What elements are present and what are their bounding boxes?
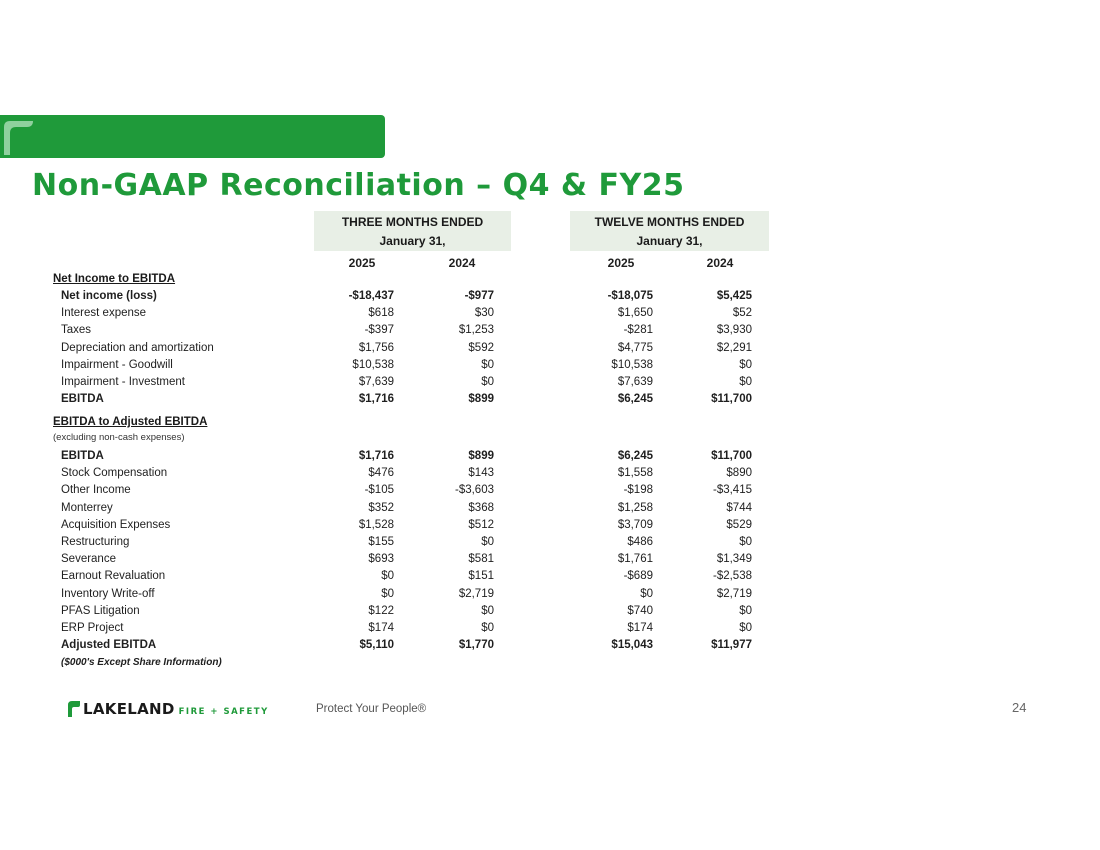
row-value-col4: $2,719 bbox=[716, 587, 752, 600]
row-value-col3: $4,775 bbox=[617, 341, 653, 354]
row-value-col1: $155 bbox=[368, 536, 394, 548]
row-value-col1: $0 bbox=[381, 570, 394, 583]
row-label: Severance bbox=[61, 553, 116, 566]
row-value-col3: $740 bbox=[627, 604, 653, 617]
row-value-col1: $0 bbox=[381, 587, 394, 600]
table-row bbox=[0, 586, 1100, 603]
row-value-col4: $529 bbox=[726, 518, 752, 531]
row-value-col4: $0 bbox=[739, 376, 752, 388]
row-value-col4: $744 bbox=[726, 501, 752, 514]
row-value-col3: $3,709 bbox=[617, 518, 653, 531]
table-row bbox=[0, 340, 1100, 357]
table-row bbox=[0, 448, 1100, 465]
row-value-col3: $1,761 bbox=[617, 553, 653, 566]
table-row bbox=[0, 391, 1100, 408]
row-value-col2: $151 bbox=[468, 570, 494, 583]
table-row bbox=[0, 288, 1100, 305]
row-value-col4: $890 bbox=[726, 467, 752, 480]
table-row bbox=[0, 620, 1100, 637]
row-label: Net income (loss) bbox=[61, 290, 157, 302]
year-header-q-2024: 2024 bbox=[448, 256, 476, 270]
table-row bbox=[0, 357, 1100, 374]
row-value-col2: $0 bbox=[481, 536, 494, 548]
row-label: EBITDA bbox=[61, 450, 104, 462]
row-value-col2: $512 bbox=[468, 518, 494, 531]
row-value-col1: -$397 bbox=[364, 324, 394, 337]
year-header-fy-2024: 2024 bbox=[706, 256, 734, 270]
row-value-col1: -$105 bbox=[364, 484, 394, 497]
row-value-col4: $1,349 bbox=[716, 553, 752, 566]
row-value-col1: -$18,437 bbox=[348, 290, 394, 302]
three-months-header-line2: January 31, bbox=[379, 234, 446, 248]
row-value-col2: $1,253 bbox=[458, 324, 494, 337]
row-value-col3: $6,245 bbox=[617, 450, 653, 462]
row-value-col3: -$198 bbox=[623, 484, 653, 497]
row-value-col2: -$977 bbox=[464, 290, 494, 302]
row-value-col3: -$18,075 bbox=[607, 290, 653, 302]
section-note: (excluding non-cash expenses) bbox=[53, 432, 185, 443]
twelve-months-header bbox=[570, 211, 769, 251]
logo-wordmark: LAKELAND bbox=[83, 700, 175, 718]
year-header-q-2025: 2025 bbox=[348, 256, 376, 270]
row-value-col4: $3,930 bbox=[716, 324, 752, 337]
row-value-col3: $486 bbox=[627, 536, 653, 548]
row-value-col4: $11,700 bbox=[711, 450, 752, 462]
three-months-header-line1: THREE MONTHS ENDED bbox=[341, 215, 484, 229]
row-value-col2: -$3,603 bbox=[454, 484, 494, 497]
row-value-col4: $11,977 bbox=[711, 639, 752, 652]
row-value-col2: $0 bbox=[481, 376, 494, 388]
logo-subtitle: FIRE + SAFETY bbox=[178, 706, 269, 717]
row-value-col1: $174 bbox=[368, 622, 394, 634]
title-accent-bar bbox=[0, 115, 385, 158]
table-row bbox=[0, 500, 1100, 517]
row-value-col4: $0 bbox=[739, 358, 752, 371]
row-value-col1: $352 bbox=[368, 501, 394, 514]
row-label: PFAS Litigation bbox=[61, 604, 140, 617]
table-row bbox=[0, 568, 1100, 585]
row-value-col4: $0 bbox=[739, 604, 752, 617]
row-label: Impairment - Goodwill bbox=[61, 358, 173, 371]
section-ebitda-to-adjusted: EBITDA to Adjusted EBITDA bbox=[53, 416, 208, 428]
tagline: Protect Your People® bbox=[316, 703, 427, 715]
row-value-col2: $1,770 bbox=[458, 639, 494, 652]
row-value-col1: $618 bbox=[368, 307, 394, 320]
row-label: Earnout Revaluation bbox=[61, 570, 166, 583]
row-value-col4: $5,425 bbox=[716, 290, 752, 302]
table-row bbox=[0, 322, 1100, 339]
row-label: Impairment - Investment bbox=[61, 376, 185, 388]
slide-title: Non-GAAP Reconciliation – Q4 & FY25 bbox=[32, 168, 685, 203]
table-row bbox=[0, 551, 1100, 568]
row-value-col2: $368 bbox=[468, 501, 494, 514]
row-value-col3: $0 bbox=[640, 587, 653, 600]
row-value-col1: $476 bbox=[368, 467, 394, 480]
table-row bbox=[0, 374, 1100, 391]
row-value-col3: $174 bbox=[627, 622, 653, 634]
row-value-col1: $1,716 bbox=[358, 393, 394, 406]
year-header-fy-2025: 2025 bbox=[607, 256, 635, 270]
row-value-col1: $1,528 bbox=[358, 518, 394, 531]
table-row bbox=[0, 637, 1100, 654]
row-value-col3: $6,245 bbox=[617, 393, 653, 406]
table-row bbox=[0, 534, 1100, 551]
row-value-col2: $592 bbox=[468, 341, 494, 354]
row-value-col3: $1,258 bbox=[617, 501, 653, 514]
row-value-col1: $10,538 bbox=[352, 358, 394, 371]
lakeland-logo bbox=[67, 699, 269, 719]
row-value-col1: $693 bbox=[368, 553, 394, 566]
row-value-col1: $122 bbox=[368, 604, 394, 617]
row-value-col4: -$3,415 bbox=[712, 484, 752, 497]
twelve-months-header-line1: TWELVE MONTHS ENDED bbox=[594, 215, 745, 229]
row-label: Restructuring bbox=[61, 536, 130, 548]
table-row bbox=[0, 603, 1100, 620]
row-value-col3: $10,538 bbox=[611, 358, 653, 371]
row-value-col4: $0 bbox=[739, 622, 752, 634]
lakeland-leaf-icon bbox=[67, 700, 81, 718]
row-value-col2: $2,719 bbox=[458, 587, 494, 600]
row-value-col3: -$281 bbox=[623, 324, 653, 337]
three-months-header bbox=[314, 211, 511, 251]
row-value-col1: $7,639 bbox=[358, 376, 394, 388]
units-footnote: ($000's Except Share Information) bbox=[61, 657, 222, 668]
row-label: Adjusted EBITDA bbox=[61, 639, 157, 652]
row-label: Stock Compensation bbox=[61, 467, 168, 480]
page-number: 24 bbox=[1012, 700, 1027, 715]
row-value-col2: $581 bbox=[468, 553, 494, 566]
row-value-col4: $11,700 bbox=[711, 393, 752, 406]
row-value-col2: $30 bbox=[474, 307, 494, 320]
section-net-income-to-ebitda: Net Income to EBITDA bbox=[53, 273, 176, 285]
row-label: EBITDA bbox=[61, 393, 104, 406]
row-value-col2: $899 bbox=[468, 450, 494, 462]
row-value-col3: $1,650 bbox=[617, 307, 653, 320]
row-label: ERP Project bbox=[61, 622, 124, 634]
row-value-col4: -$2,538 bbox=[712, 570, 752, 583]
row-value-col2: $143 bbox=[468, 467, 494, 480]
twelve-months-header-line2: January 31, bbox=[636, 234, 703, 248]
table-row bbox=[0, 482, 1100, 499]
row-value-col1: $1,756 bbox=[358, 341, 394, 354]
row-label: Depreciation and amortization bbox=[61, 341, 214, 354]
row-label: Taxes bbox=[61, 324, 92, 337]
row-value-col2: $0 bbox=[481, 622, 494, 634]
leaf-logo-icon bbox=[0, 115, 37, 158]
row-value-col3: $7,639 bbox=[617, 376, 653, 388]
table-row bbox=[0, 305, 1100, 322]
row-value-col1: $5,110 bbox=[359, 639, 394, 652]
row-value-col4: $52 bbox=[732, 307, 752, 320]
row-value-col4: $0 bbox=[739, 536, 752, 548]
row-label: Monterrey bbox=[61, 501, 113, 514]
row-value-col2: $899 bbox=[468, 393, 494, 406]
row-label: Inventory Write-off bbox=[61, 587, 155, 600]
table-row bbox=[0, 465, 1100, 482]
row-value-col3: $1,558 bbox=[617, 467, 653, 480]
row-value-col2: $0 bbox=[481, 604, 494, 617]
row-value-col3: $15,043 bbox=[611, 639, 653, 652]
row-value-col4: $2,291 bbox=[716, 341, 752, 354]
row-value-col2: $0 bbox=[481, 358, 494, 371]
row-value-col3: -$689 bbox=[623, 570, 653, 583]
row-label: Interest expense bbox=[61, 307, 147, 320]
row-label: Other Income bbox=[61, 484, 131, 497]
row-label: Acquisition Expenses bbox=[61, 518, 171, 531]
table-row bbox=[0, 517, 1100, 534]
row-value-col1: $1,716 bbox=[358, 450, 394, 462]
